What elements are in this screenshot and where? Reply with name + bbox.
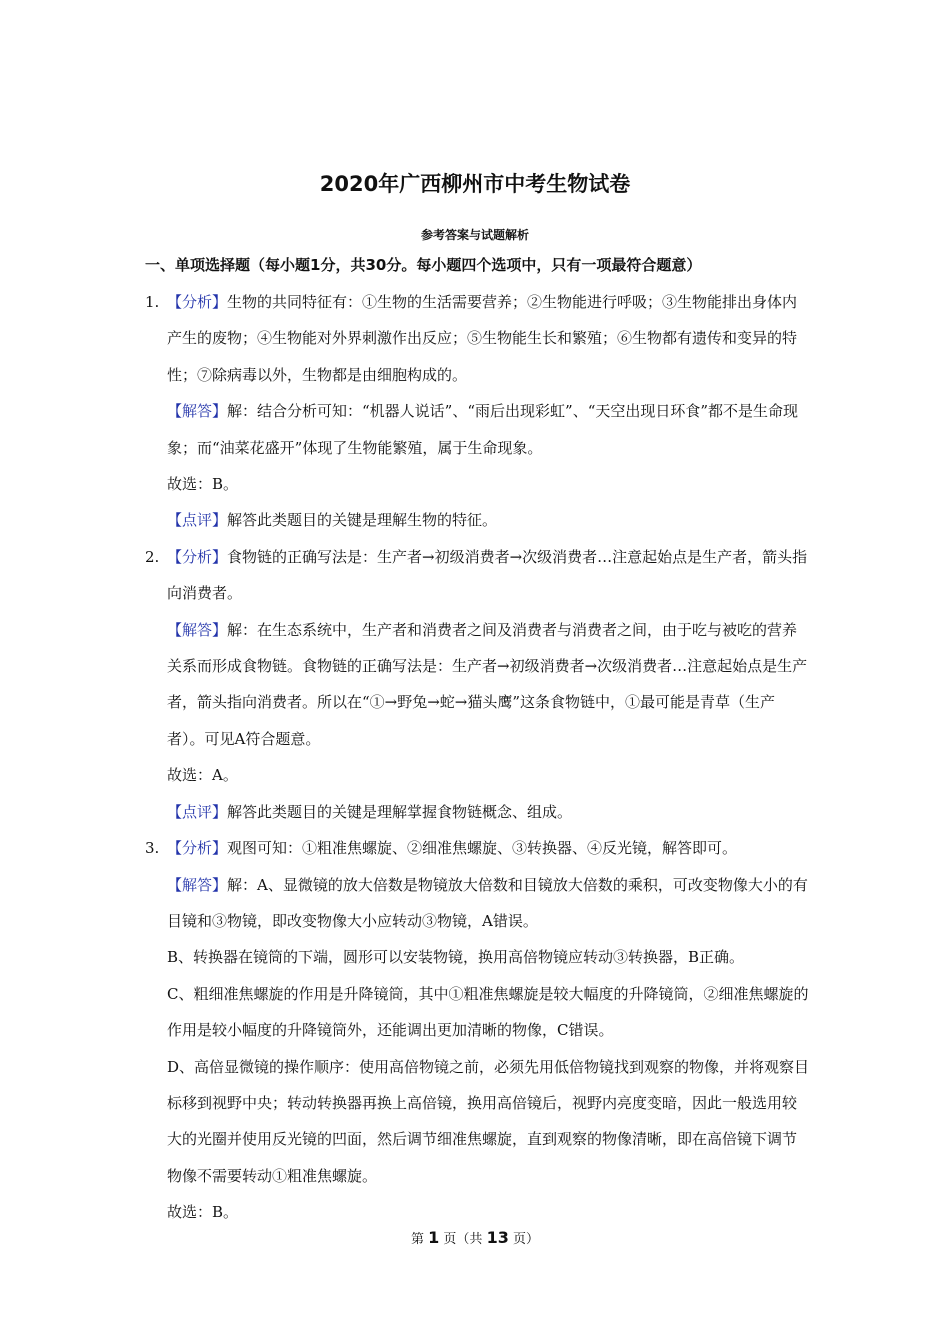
analysis-tag: 【分析】	[167, 839, 228, 858]
question-2	[145, 539, 810, 830]
page-footer	[0, 1228, 950, 1247]
document-title: 2020年广西柳州市中考生物试卷	[319, 172, 631, 196]
comment-tag: 【点评】	[167, 802, 228, 821]
comment-paragraph	[145, 502, 810, 538]
analysis-text: 观图可知：①粗准焦螺旋、②细准焦螺旋、③转换器、④反光镜，解答即可。	[227, 839, 738, 858]
answer-text: 解：结合分析可知：“机器人说话”、“雨后出现彩虹”、“天空出现日环食”都不是生命现象；而“油菜花盛开”体现了生物能繁殖，属于生命现象。	[167, 402, 799, 457]
answer-text: 解：在生态系统中，生产者和消费者之间及消费者与消费者之间，由于吃与被吃的营养关系而形成食物链。食物链的正确写法是：生产者→初级消费者→次级消费者…注意起始点是生产者，箭头指向消费者。所以在“①→野兔→蛇→猫头鹰”这条食物链中，①最可能是青草（生产者）。可见A符合题意。	[167, 620, 808, 748]
footer-prefix: 第	[410, 1232, 424, 1247]
question-1	[145, 284, 810, 539]
analysis-tag: 【分析】	[167, 293, 228, 311]
choice-line: 故选：A。	[167, 766, 238, 785]
question-3	[145, 830, 810, 1230]
answer-paragraph	[145, 393, 810, 466]
question-number: 3.	[145, 839, 160, 858]
footer-suffix: 页）	[512, 1232, 539, 1247]
analysis-paragraph	[145, 539, 810, 612]
answer-body	[145, 284, 810, 1231]
comment-text: 解答此类题目的关键是理解掌握食物链概念、组成。	[227, 802, 573, 821]
choice-line: 故选：B。	[167, 475, 239, 494]
analysis-paragraph	[145, 830, 810, 866]
comment-tag: 【点评】	[167, 511, 228, 530]
choice-line: 故选：B。	[167, 1203, 239, 1222]
analysis-paragraph	[145, 284, 810, 393]
answer-paragraph	[145, 867, 810, 940]
answer-paragraph	[145, 612, 810, 758]
comment-text: 解答此类题目的关键是理解生物的特征。	[227, 511, 498, 530]
answer-option-c: C、粗细准焦螺旋的作用是升降镜筒，其中①粗准焦螺旋是较大幅度的升降镜筒，②细准焦螺旋的作用是较小幅度的升降镜筒外，还能调出更加清晰的物像，C错误。	[167, 984, 809, 1040]
answer-option-b: B、转换器在镜筒的下端，圆形可以安装物镜，换用高倍物镜应转动③转换器，B正确。	[167, 948, 745, 967]
analysis-text: 生物的共同特征有：①生物的生活需要营养；②生物能进行呼吸；③生物能排出身体内产生的废物；④生物能对外界刺激作出反应；⑤生物能生长和繁殖；⑥生物都有遗传和变异的特性；⑦除病毒以外，生物都是由细胞构成的。	[167, 293, 798, 384]
answer-tag: 【解答】	[167, 875, 228, 894]
answer-tag: 【解答】	[167, 620, 228, 639]
footer-total-pages: 13	[486, 1228, 509, 1247]
question-number: 1.	[145, 293, 160, 311]
comment-paragraph	[145, 794, 810, 830]
footer-page-number: 1	[428, 1228, 440, 1247]
section-heading: 一、单项选择题（每小题1分，共30分。每小题四个选项中，只有一项最符合题意）	[145, 256, 702, 274]
answer-option-d: D、高倍显微镜的操作顺序：使用高倍物镜之前，必须先用低倍物镜找到观察的物像，并将观察目标移到视野中央；转动转换器再换上高倍镜，换用高倍镜后，视野内亮度变暗，因此一般选用较大的光圈并使用反光镜的凹面，然后调节细准焦螺旋，直到观察的物像清晰，即在高倍镜下调节物像不需要转动①粗准焦螺旋。	[167, 1057, 810, 1185]
question-number: 2.	[145, 547, 160, 566]
analysis-text: 食物链的正确写法是：生产者→初级消费者→次级消费者…注意起始点是生产者，箭头指向消费者。	[167, 547, 808, 603]
footer-middle: 页（共	[443, 1232, 483, 1247]
answer-tag: 【解答】	[167, 402, 228, 421]
document-subtitle: 参考答案与试题解析	[420, 228, 529, 242]
answer-text: 解：A、显微镜的放大倍数是物镜放大倍数和目镜放大倍数的乘积，可改变物像大小的有目镜和③物镜，即改变物像大小应转动③物镜，A错误。	[167, 875, 808, 930]
analysis-tag: 【分析】	[167, 547, 228, 566]
